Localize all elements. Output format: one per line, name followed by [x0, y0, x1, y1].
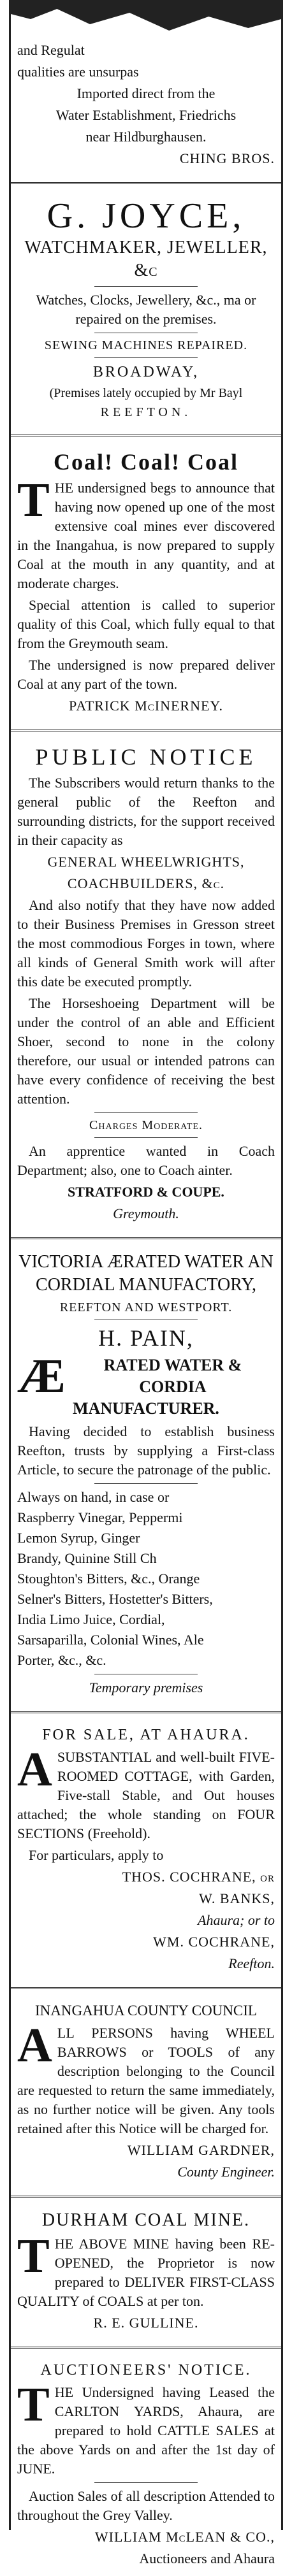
ad-town: REEFTON.	[100, 405, 192, 419]
ad-paragraph: The undersigned is now prepared deliver Coal at any part of the town.	[17, 657, 275, 692]
divider	[11, 1711, 281, 1713]
newspaper-column	[9, 0, 283, 2566]
ad-name: H. PAIN,	[98, 1325, 194, 1351]
divider	[11, 730, 281, 731]
ad-joyce	[17, 191, 275, 428]
ad-signature: CHING BROS.	[179, 150, 275, 166]
ad-trade: COACHBUILDERS, &c.	[67, 875, 225, 891]
ad-title: AUCTIONEERS' NOTICE.	[40, 2362, 252, 2378]
ad-town: Greymouth.	[113, 1205, 179, 1221]
ad-body-block	[17, 473, 275, 593]
ad-paragraph: HE Undersigned having Leased the CARLTON YARDS, Ahaura, are prepared to hold CATTLE SALES at the above Yards on and after the 1st day of JUNE.	[17, 2384, 275, 2477]
ad-title: CORDIAL MANUFACTORY,	[36, 1275, 256, 1295]
ad-premises: (Premises lately occupied by Mr Bayl	[49, 386, 243, 400]
ad-title: G. JOYCE,	[47, 196, 245, 236]
ad-paragraph: HE undersigned begs to announce that having now opened up one of the most extensive coal mines ever discovered in the Inangahua, is now prepared to supply Coal at the mouth in any quantity, and at moderate charges.	[17, 480, 275, 591]
ad-agent: W. BANKS,	[199, 1890, 275, 1906]
divider	[94, 1137, 198, 1138]
ad-paragraph: And also notify that they have now added to their Business Premises in Gresson street the most commodious Forges in town, where all kinds of General Smith work will after this date be executed promptly.	[17, 897, 275, 989]
ad-coal	[17, 443, 275, 723]
drop-cap: Æ	[17, 1349, 66, 1403]
ad-text-line: Imported direct from the	[77, 85, 215, 101]
ad-towns: REEFTON AND WESTPORT.	[59, 1300, 233, 1314]
ad-title: FOR SALE, AT AHAURA.	[42, 1727, 250, 1743]
ad-title: DURHAM COAL MINE.	[41, 2210, 251, 2230]
divider	[94, 1483, 198, 1484]
ad-for-sale	[17, 1720, 275, 1981]
ad-trade: RATED WATER & CORDIA MANUFACTURER.	[73, 1356, 242, 1418]
ad-text-line: Water Establishment, Friedrichs	[55, 107, 237, 123]
ad-notice: SEWING MACHINES REPAIRED.	[44, 338, 248, 352]
ad-trade: GENERAL WHEELWRIGHTS,	[47, 854, 245, 870]
drop-cap: A	[17, 1743, 52, 1796]
ad-title: VICTORIA ÆRATED WATER AN	[18, 1252, 274, 1272]
ad-street: BROADWAY,	[92, 364, 200, 380]
ad-pain	[17, 1246, 275, 1705]
ad-public-notice	[17, 738, 275, 1231]
torn-corner-image	[11, 0, 281, 76]
ad-charges: Charges Moderate.	[89, 1118, 203, 1132]
divider	[94, 357, 198, 358]
divider	[94, 286, 198, 287]
ad-title: PUBLIC NOTICE	[35, 744, 257, 770]
product-list-item: Stoughton's Bitters, &c., Orange	[17, 1571, 200, 1587]
product-list-item: Sarsaparilla, Colonial Wines, Ale	[17, 1632, 204, 1648]
product-list-item: Raspberry Vinegar, Peppermi	[17, 1509, 183, 1525]
ad-agent-town: Reefton.	[228, 1955, 275, 1971]
ad-durham-coal	[17, 2204, 275, 2340]
ad-paragraph: The Subscribers would return thanks to the general public of the Reefton and surrounding districts, for the support received in their capacity as	[17, 775, 275, 848]
divider	[11, 2196, 281, 2198]
ad-agent-town: Ahaura; or to	[198, 1912, 275, 1928]
ad-county-council	[17, 1996, 275, 2189]
ad-paragraph: HE ABOVE MINE having been RE-OPENED, the Proprietor is now prepared to DELIVER FIRST-CLASS QUALITY of COALS at per ton.	[17, 2236, 275, 2309]
ad-auctioneers	[17, 2355, 275, 2576]
drop-cap: T	[17, 2378, 50, 2431]
ad-signature: WILLIAM McLEAN & CO.,	[94, 2529, 275, 2545]
ad-body-block	[17, 1743, 275, 1843]
ad-signature: PATRICK McINERNEY.	[69, 698, 223, 714]
ad-subtitle: WATCHMAKER, JEWELLER, &c	[24, 238, 268, 280]
ad-role: Auctioneers and Ahaura	[139, 2551, 275, 2566]
ad-paragraph: Special attention is called to superior quality of this Coal, which fully equal to that from the Greymouth seam.	[17, 597, 275, 651]
ad-body-block	[17, 2018, 275, 2138]
ad-text-line: near Hildburghausen.	[85, 129, 207, 145]
divider	[11, 435, 281, 436]
ad-body: Watches, Clocks, Jewellery, &c., ma or repaired on the premises.	[36, 292, 256, 327]
drop-cap: T	[17, 473, 50, 527]
ad-paragraph: LL PERSONS having WHEEL BARROWS or TOOLS of any description belonging to the Council are requested to return the same immediately, as no further notice will be given. Any tools retained after this Notice will be charged for.	[17, 2025, 275, 2136]
ad-signature: R. E. GULLINE.	[93, 2315, 199, 2331]
ad-title: INANGAHUA COUNTY COUNCIL	[35, 2003, 257, 2018]
ad-text-line: qualities are unsurpas	[17, 64, 139, 80]
ad-agent: THOS. COCHRANE, or	[122, 1869, 275, 1885]
ad-title: Coal! Coal! Coal	[54, 449, 238, 475]
product-list-item: Selner's Bitters, Hostetter's Bitters,	[17, 1591, 213, 1607]
ad-body-block	[17, 2229, 275, 2311]
ad-signature: STRATFORD & COUPE.	[68, 1184, 224, 1200]
divider	[94, 2482, 198, 2483]
ad-paragraph: The Horseshoeing Department will be under the control of an able and Efficient Shoer, second to none in the colony therefore, our usual or intended patrons can have every confidence of receiving the best attention.	[17, 995, 275, 1107]
divider	[11, 182, 281, 184]
drop-cap: A	[17, 2018, 52, 2072]
ad-paragraph: For particulars, apply to	[29, 1847, 164, 1863]
divider	[11, 1987, 281, 1989]
ad-premises: Temporary premises	[89, 1680, 203, 1695]
divider	[94, 1112, 198, 1113]
ad-role: County Engineer.	[177, 2164, 275, 2180]
ad-paragraph: Auction Sales of all description Attended to throughout the Grey Valley.	[17, 2488, 275, 2523]
divider	[11, 2347, 281, 2349]
product-list-item: Brandy, Quinine Still Ch	[17, 1550, 157, 1566]
ad-text-line: and Regulat	[17, 42, 85, 58]
ad-paragraph: Having decided to establish business Reefton, trusts by supplying a First-class Article, to secure the patronage of the public.	[17, 1423, 275, 1478]
ad-paragraph: SUBSTANTIAL and well-built FIVE-ROOMED COTTAGE, with Garden, Five-stall Stable, and Out houses attached; the whole standing on FOUR SECTIONS (Freehold).	[17, 1749, 275, 1841]
ad-body-block	[17, 2378, 275, 2479]
drop-cap: T	[17, 2229, 50, 2283]
ad-agent: WM. COCHRANE,	[153, 1934, 275, 1950]
product-list-item: Lemon Syrup, Ginger	[17, 1530, 140, 1546]
product-list-item: India Limo Juice, Cordial,	[17, 1611, 165, 1627]
ad-signature: WILLIAM GARDNER,	[127, 2142, 275, 2158]
product-list-item: Porter, &c., &c.	[17, 1652, 106, 1668]
product-list-item: Always on hand, in case or	[17, 1489, 170, 1505]
ad-body-block	[17, 1349, 275, 1420]
divider	[11, 1237, 281, 1239]
ad-paragraph: An apprentice wanted in Coach Department; also, one to Coach ainter.	[17, 1143, 275, 1178]
